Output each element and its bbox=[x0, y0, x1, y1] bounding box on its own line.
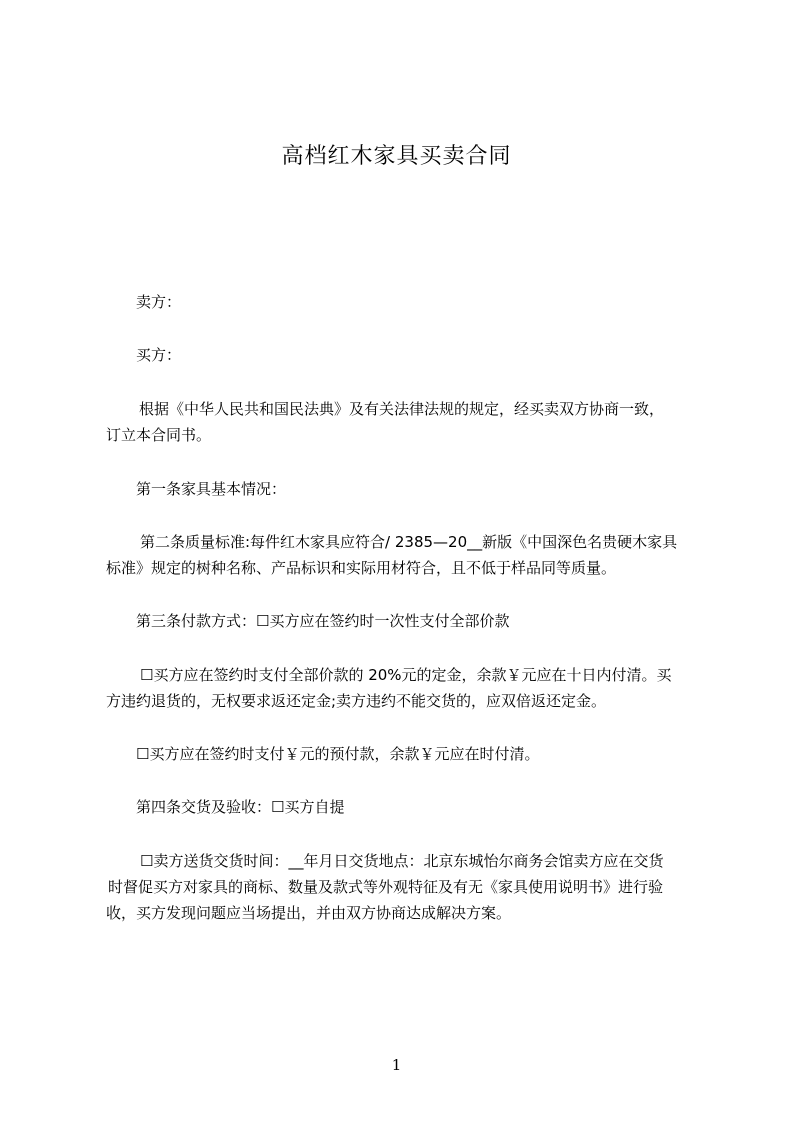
seller-label: 卖方： bbox=[136, 293, 182, 311]
article-3: 第三条付款方式：☐买方应在签约时一次性支付全部价款 bbox=[136, 612, 510, 630]
article-3-option-2-line-1: ☐买方应在签约时支付全部价款的 20%元的定金，余款￥元应在十日内付清。买 bbox=[140, 666, 672, 684]
article-4-option-2-line-3: 收，买方发现问题应当场提出，并由双方协商达成解决方案。 bbox=[106, 904, 512, 922]
article-2-line-2: 标准》规定的树种名称、产品标识和实际用材符合，且不低于样品同等质量。 bbox=[106, 559, 617, 577]
article-3-option-3: ☐买方应在签约时支付￥元的预付款，余款￥元应在时付清。 bbox=[136, 745, 540, 763]
article-1: 第一条家具基本情况： bbox=[136, 480, 287, 498]
buyer-label: 买方： bbox=[136, 346, 182, 364]
article-2-line-1: 第二条质量标准:每件红木家具应符合/ 2385—20__新版《中国深色名贵硬木家具 bbox=[140, 533, 678, 551]
page-number: 1 bbox=[391, 1056, 402, 1074]
article-4-option-2-line-2: 时督促买方对家具的商标、数量及款式等外观特征及有无《家具使用说明书》进行验 bbox=[108, 878, 664, 896]
intro-line-1: 根据《中华人民共和国民法典》及有关法律法规的规定，经买卖双方协商一致， bbox=[139, 400, 665, 418]
article-3-option-2-line-2: 方违约退货的，无权要求返还定金;卖方违约不能交货的，应双倍返还定金。 bbox=[106, 692, 607, 710]
intro-line-2: 订立本合同书。 bbox=[106, 426, 212, 444]
article-4-option-2-line-1: ☐卖方送货交货时间：__年月日交货地点：北京东城怡尔商务会馆卖方应在交货 bbox=[140, 852, 664, 870]
article-4: 第四条交货及验收：☐买方自提 bbox=[136, 798, 345, 816]
document-title: 高档红木家具买卖合同 bbox=[281, 144, 512, 169]
